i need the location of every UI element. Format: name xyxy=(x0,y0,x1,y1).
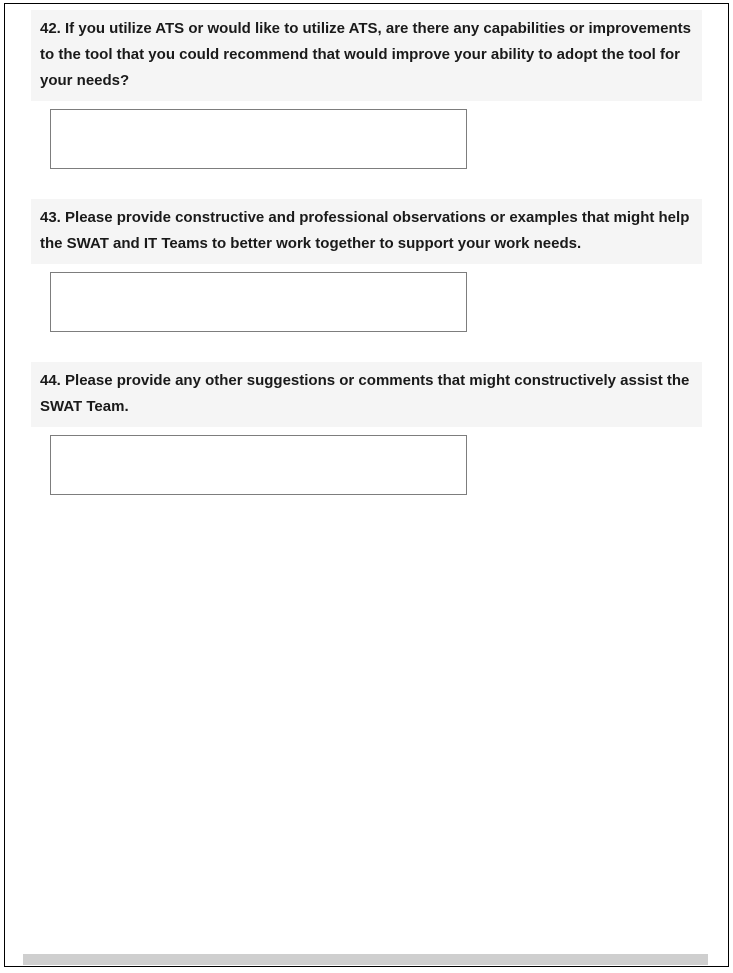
question-43-block xyxy=(31,199,702,264)
form-content xyxy=(5,4,728,495)
question-42-block xyxy=(31,10,702,101)
question-44-label: 44. Please provide any other suggestions or comments that might constructively assist the SWAT Team. xyxy=(40,372,690,415)
page-frame xyxy=(4,3,729,967)
question-44-block xyxy=(31,362,702,427)
question-43-answer-textarea[interactable] xyxy=(50,272,467,332)
footer-bar xyxy=(23,954,708,965)
question-44-answer-textarea[interactable] xyxy=(50,435,467,495)
question-43-label: 43. Please provide constructive and professional observations or examples that might help the SWAT and IT Teams to better work together to support your work needs. xyxy=(40,209,690,252)
question-42-answer-textarea[interactable] xyxy=(50,109,467,169)
question-42-label: 42. If you utilize ATS or would like to utilize ATS, are there any capabilities or improvements to the tool that you could recommend that would improve your ability to adopt the tool for your needs? xyxy=(40,20,691,89)
